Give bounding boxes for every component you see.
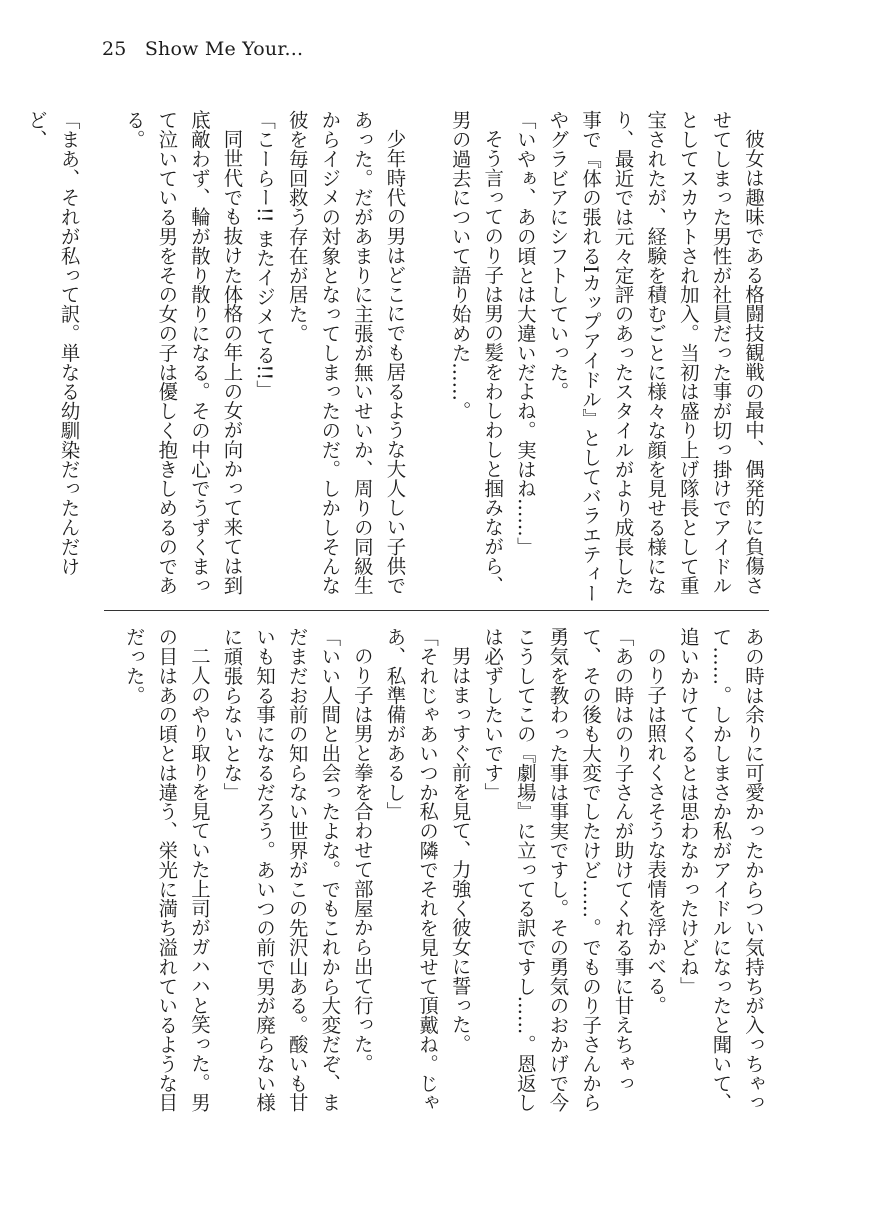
paragraph: 「それじゃあいつか私の隣でそれを見せて頂戴ね。じゃあ、私準備があるし」: [383, 627, 440, 1112]
paragraph: 同世代でも抜けた体格の年上の女が向かって来ては到底敵わず、輪が散り散りになる。その中心でうずくまって泣いている男をその女の子は優しく抱きしめるのである。: [122, 110, 244, 595]
paragraph: 少年時代の男はどこにでも居るような大人しい子供であった。だがあまりに主張が無いせいか、周りの同級生からイジメの対象となってしまったのだ。しかしそんな彼を毎回救う存在が居た。: [285, 110, 407, 595]
paragraph: あの時は余りに可愛かったからつい気持ちが入っちゃって……。しかしまさか私がアイドルになったと聞いて、追いかけてくるとは思わなかったけどね」: [676, 627, 765, 1112]
paragraph: 二人のやり取りを見ていた上司がガハハと笑った。男の目はあの頃とは違う、栄光に満ち溢れているような目だった。: [122, 627, 211, 1112]
upper-text-block: [24, 110, 769, 605]
paragraph: のり子は男と拳を合わせて部屋から出て行った。: [350, 646, 374, 1074]
lower-text-block: [122, 627, 769, 1122]
page-number: 25: [102, 38, 127, 60]
paragraph: のり子は照れくさそうな表情を浮かべる。: [644, 646, 668, 1015]
paragraph: そう言ってのり子は男の髪をわしわしと掴みながら、男の過去について語り始めた……。: [448, 110, 505, 595]
paragraph: 「いやぁ、あの頃とは大違いだよね。実はね……」: [513, 110, 537, 557]
paragraph: [410, 110, 443, 605]
paragraph: 男はまっすぐ前を見て、力強く彼女に誓った。: [448, 646, 472, 1054]
paragraph: 「まあ、それが私って訳。単なる幼馴染だったんだけど、: [24, 110, 81, 576]
column-divider: [104, 610, 769, 611]
running-header: [102, 38, 303, 60]
paragraph: 「いい人間と出会ったよな。でもこれから大変だぞ、まだまだお前の知らない世界がこの先沢山ある。酸いも甘いも知る事になるだろう。あいつの前で男が廃らない様に頑張らないとな」: [220, 627, 342, 1112]
book-title: Show Me Your...: [144, 38, 304, 60]
paragraph: [85, 110, 118, 605]
paragraph: 「あの時はのり子さんが助けてくれる事に甘えちゃって、その後も大変でしたけど……。でものり子さんから勇気を教わった事は事実ですし。その勇気のおかげで今こうしてこの『劇場』に立ってる訳ですし……。恩返しは必ずしたいです」: [481, 627, 635, 1112]
paragraph: 「こーらー!! またイジメてる!!」: [253, 110, 277, 400]
paragraph: 彼女は趣味である格闘技観戦の最中、偶発的に負傷させてしまった男性が社員だった事が切っ掛けでアイドルとしてスカウトされ加入。当初は盛り上げ隊長として重宝されたが、経験を積むごとに様々な顔を見せる様になり、最近では元々定評のあったスタイルがより成長した事で『体の張れるIカップアイドル』としてバラエティーやグラビアにシフトしていった。: [546, 110, 765, 603]
